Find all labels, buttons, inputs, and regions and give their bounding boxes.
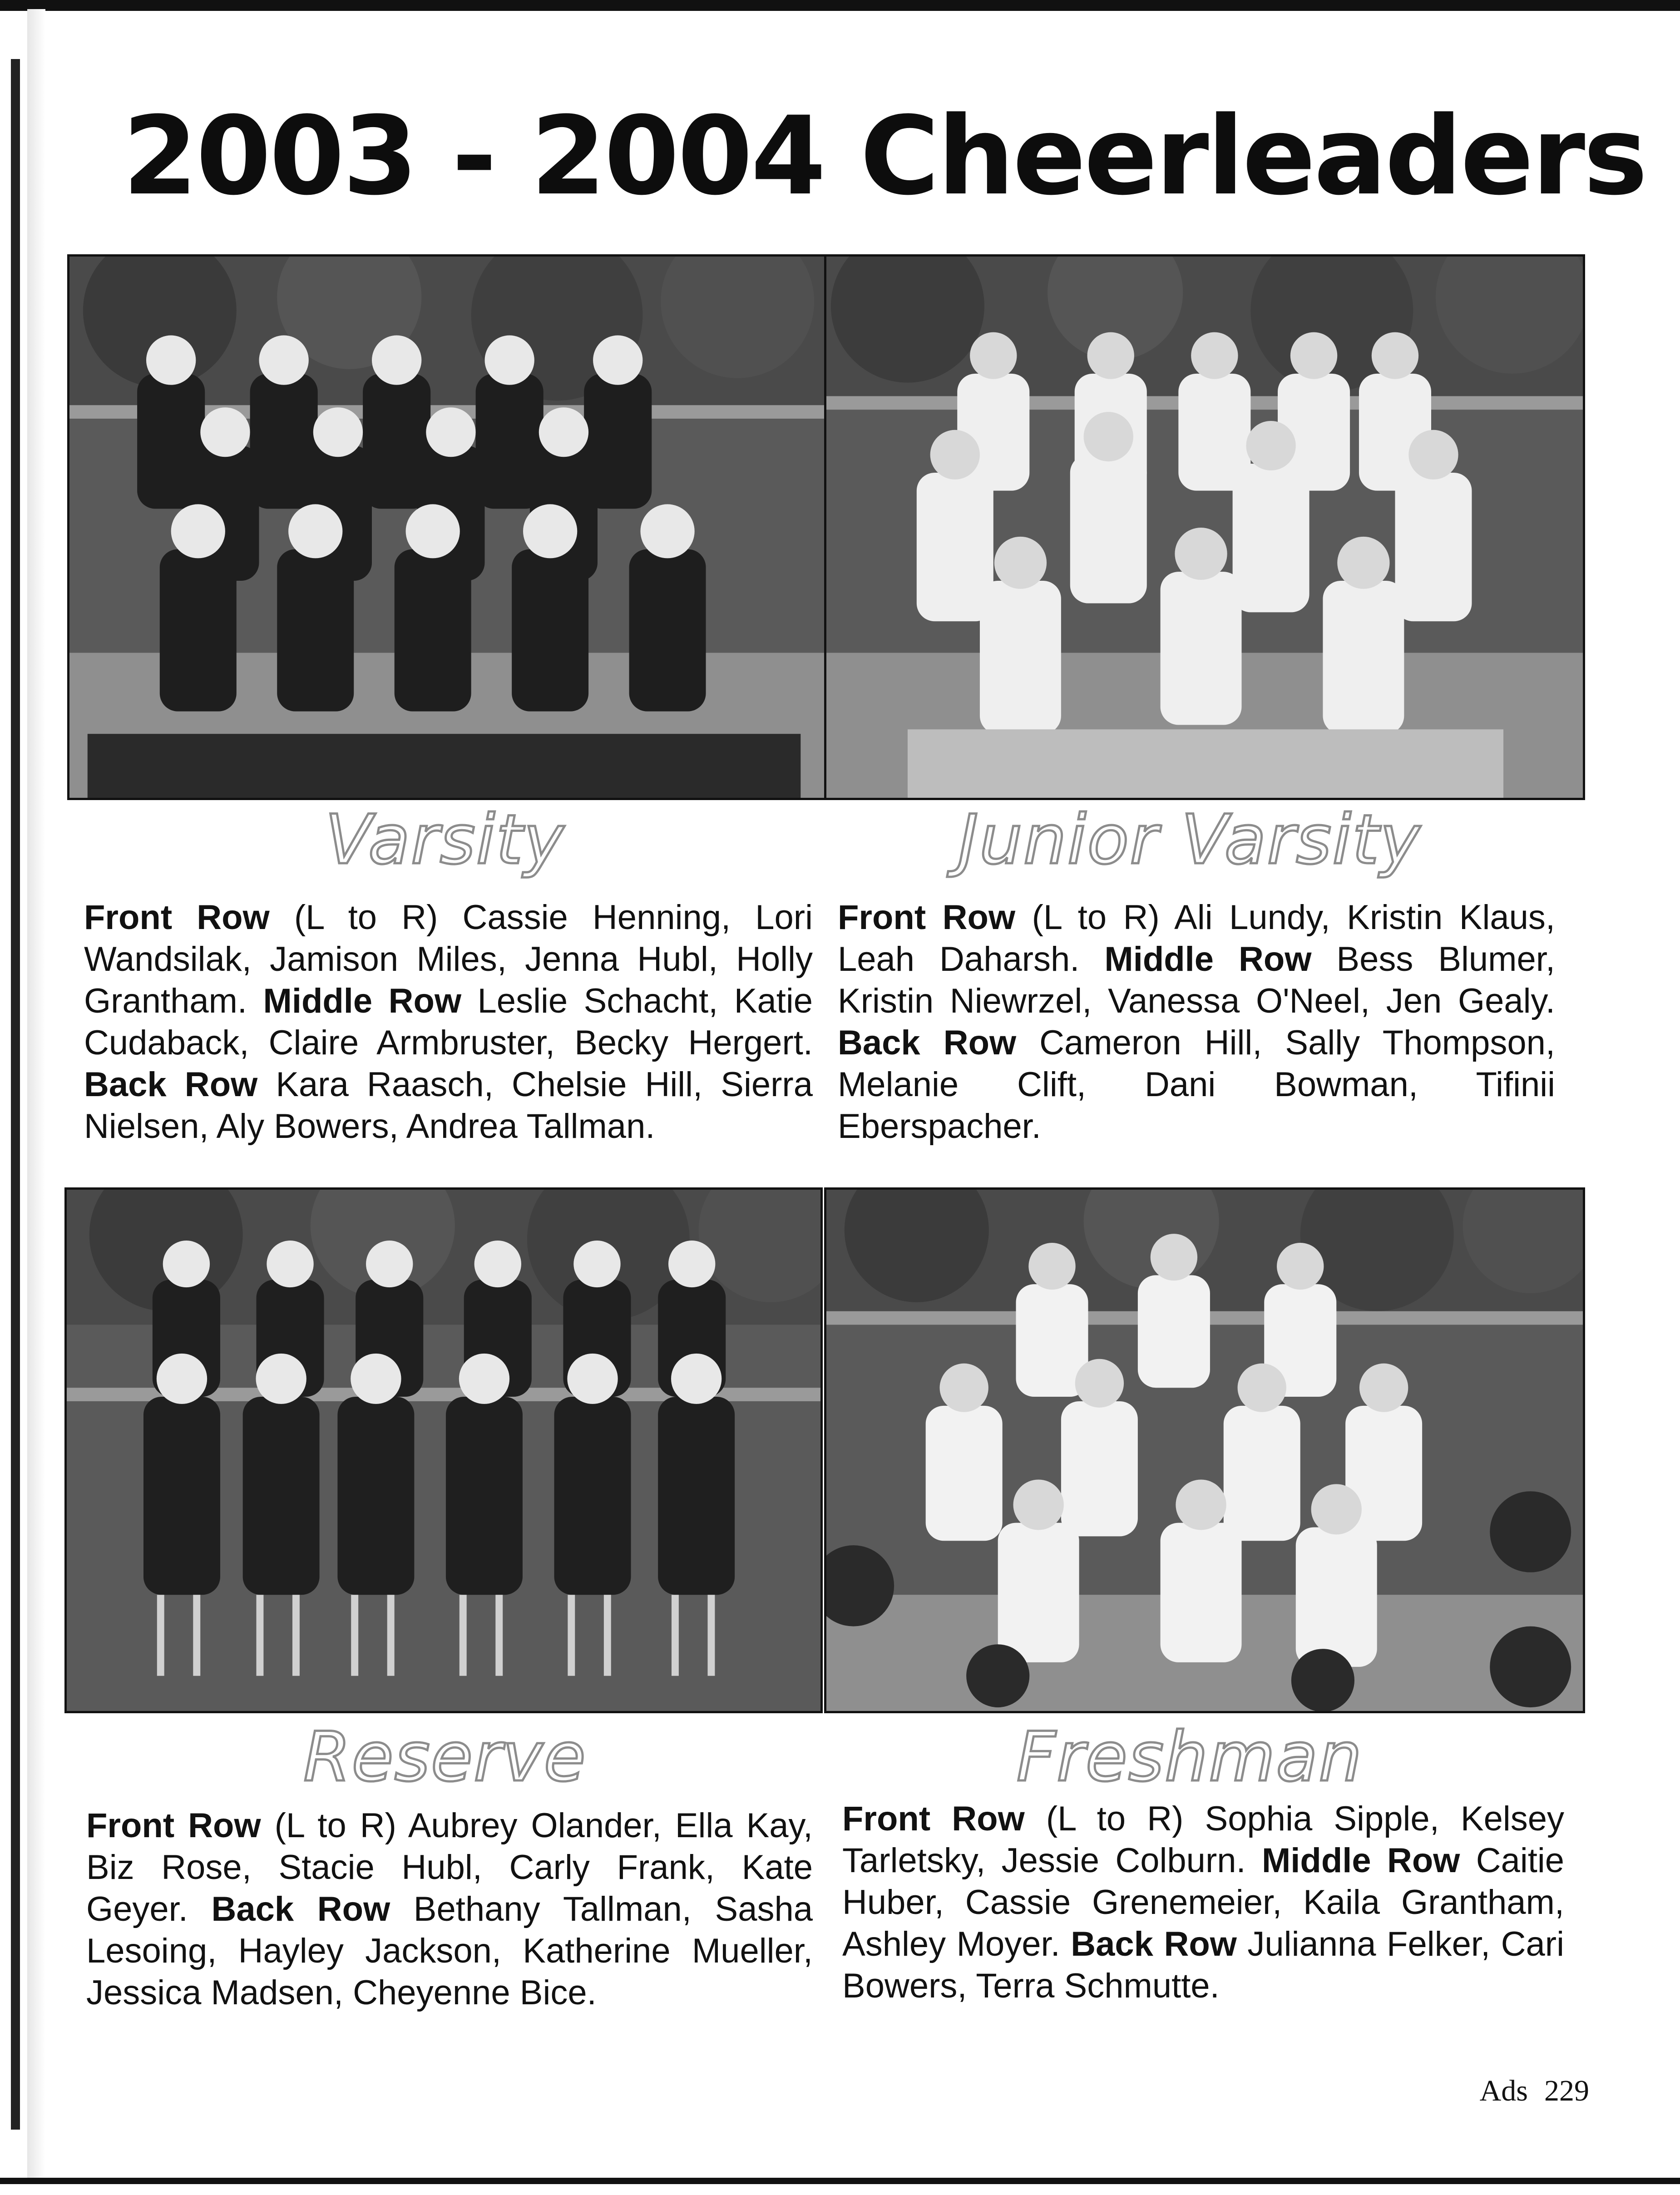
freshman-back-row-names: Julianna Felker, Cari Bowers, Terra Schmutte. (842, 1925, 1564, 2005)
freshman-middle-row-heading: Middle Row (1261, 1841, 1460, 1880)
varsity-label: Varsity (325, 801, 565, 880)
reserve-back-row-names: Bethany Tallman, Sasha Lesoing, Hayley Jackson, Katherine Mueller, Jessica Madsen, Cheyenne Bice. (86, 1890, 813, 2012)
folio-section: Ads (1479, 2074, 1528, 2107)
reserve-team-photo (64, 1187, 823, 1713)
varsity-front-row-heading: Front Row (84, 898, 270, 937)
jv-back-row-heading: Back Row (838, 1023, 1017, 1062)
reserve-front-row-names: (L to R) Aubrey Olander, Ella Kay, Biz Rose, Stacie Hubl, Carly Frank, Kate Geyer. (86, 1806, 813, 1928)
freshman-label: Freshman (1016, 1718, 1363, 1797)
page-top-border (0, 0, 1680, 11)
jv-middle-row-heading: Middle Row (1104, 940, 1312, 979)
page-title: 2003 - 2004 Cheerleaders (123, 94, 1646, 219)
page-folio (1444, 2071, 1589, 2111)
varsity-team-photo (67, 254, 826, 800)
freshman-middle-row-names: Caitie Huber, Cassie Grenemeier, Kaila Grantham, Ashley Moyer. (842, 1841, 1564, 1963)
jv-middle-row-names: Bess Blumer, Kristin Niewrzel, Vanessa O'Neel, Jen Gealy. (838, 940, 1555, 1020)
reserve-label: Reserve (303, 1718, 587, 1797)
junior-varsity-caption (838, 897, 1555, 1147)
jv-front-row-heading: Front Row (838, 898, 1016, 937)
varsity-middle-row-names: Leslie Schacht, Katie Cudaback, Claire Armbruster, Becky Hergert. (84, 982, 813, 1062)
binding-shadow (27, 9, 45, 2180)
reserve-back-row-heading: Back Row (211, 1890, 390, 1928)
varsity-caption (84, 897, 813, 1147)
page-bottom-border (0, 2178, 1680, 2184)
freshman-team-photo (824, 1187, 1585, 1713)
page-number: 229 (1544, 2074, 1589, 2107)
varsity-front-row-names: (L to R) Cassie Henning, Lori Wandsilak, Jamison Miles, Jenna Hubl, Holly Grantham. (84, 898, 813, 1020)
varsity-middle-row-heading: Middle Row (263, 982, 462, 1020)
varsity-back-row-names: Kara Raasch, Chelsie Hill, Sierra Nielsen, Aly Bowers, Andrea Tallman. (84, 1065, 813, 1146)
reserve-front-row-heading: Front Row (86, 1806, 261, 1845)
reserve-caption (86, 1805, 813, 2014)
freshman-caption (842, 1798, 1564, 2007)
page-left-edge (11, 59, 20, 2130)
jv-back-row-names: Cameron Hill, Sally Thompson, Melanie Clift, Dani Bowman, Tifinii Eberspacher. (838, 1023, 1555, 1146)
freshman-front-row-heading: Front Row (842, 1800, 1025, 1838)
junior-varsity-team-photo (824, 254, 1585, 800)
freshman-back-row-heading: Back Row (1071, 1925, 1237, 1963)
jv-front-row-names: (L to R) Ali Lundy, Kristin Klaus, Leah Daharsh. (838, 898, 1555, 979)
junior-varsity-label: Junior Varsity (958, 801, 1421, 880)
varsity-back-row-heading: Back Row (84, 1065, 258, 1104)
freshman-front-row-names: (L to R) Sophia Sipple, Kelsey Tarletsky, Jessie Colburn. (842, 1800, 1564, 1880)
